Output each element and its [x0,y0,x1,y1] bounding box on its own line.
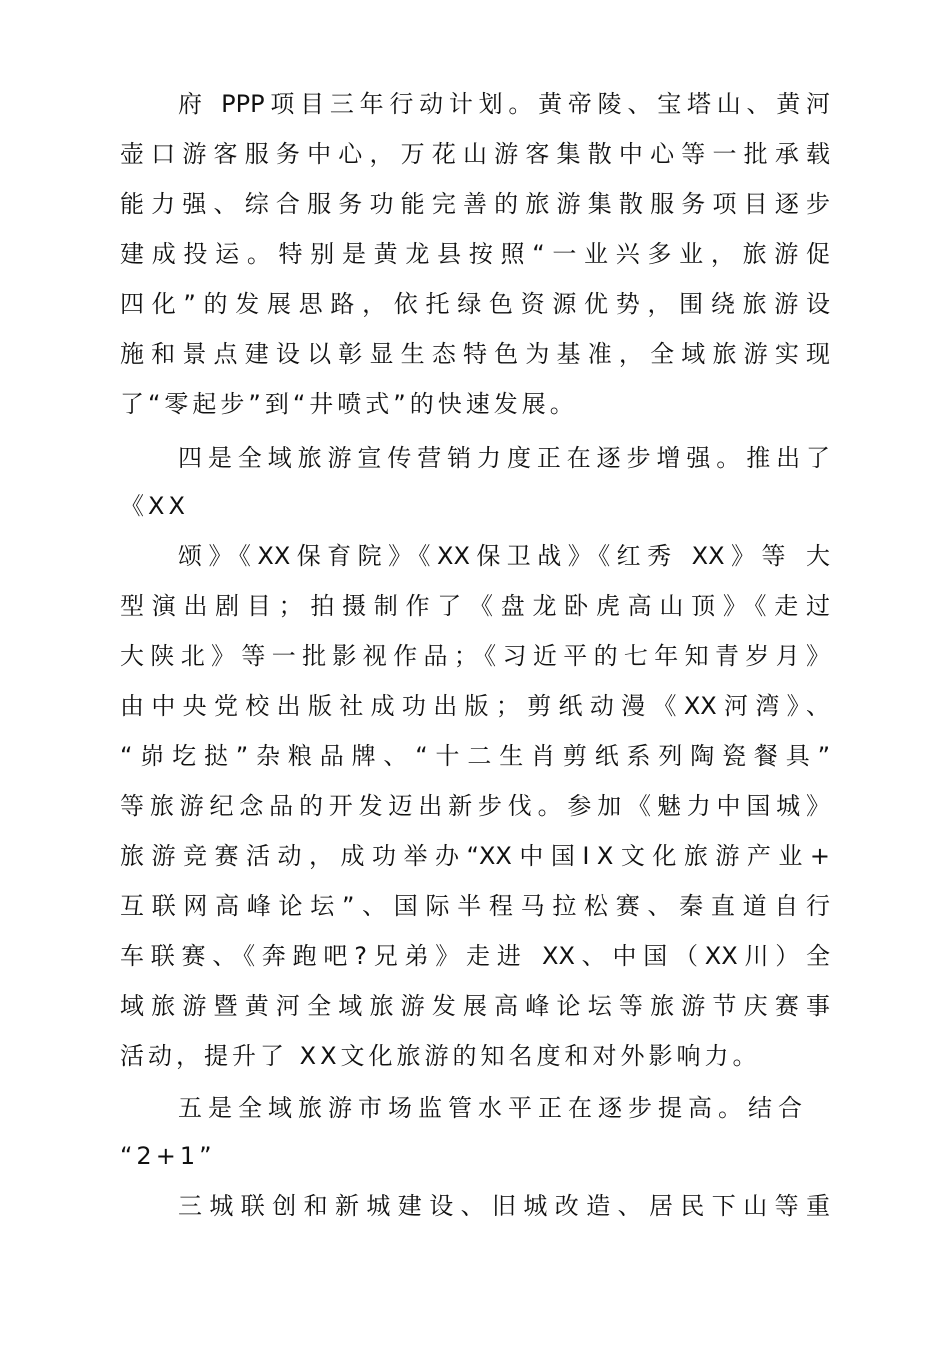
text-line: 四是全域旅游宣传营销力度正在逐步增强。推出了 [178,444,830,472]
text-line: 车联赛、《奔跑吧?兄弟》走进 XX、中国（XX川）全 [120,942,830,970]
text-line: “2+1” [120,1142,216,1170]
text-line: 互联网高峰论坛”、国际半程马拉松赛、秦直道自行 [120,892,830,920]
text-line: 等旅游纪念品的开发迈出新步伐。参加《魅力中国城》 [120,792,830,820]
text-line: 了“零起步”到“井喷式”的快速发展。 [120,390,578,418]
text-line: 建成投运。特别是黄龙县按照“一业兴多业，旅游促 [120,240,830,268]
text-line: 颂》《XX保育院》《XX保卫战》《红秀 XX》等 大 [178,542,830,570]
text-line: 四化”的发展思路，依托绿色资源优势，围绕旅游设 [120,290,830,318]
text-line: 壶口游客服务中心，万花山游客集散中心等一批承载 [120,140,830,168]
text-line: 旅游竞赛活动，成功举办“XX中国ⅠX文化旅游产业+ [120,842,830,870]
text-line: 活动，提升了 XX文化旅游的知名度和对外影响力。 [120,1042,761,1070]
text-line: 能力强、综合服务功能完善的旅游集散服务项目逐步 [120,190,830,218]
text-line: 施和景点建设以彰显生态特色为基准，全域旅游实现 [120,340,830,368]
text-line: 《XX [120,492,189,520]
text-line: 型演出剧目；拍摄制作了《盘龙卧虎高山顶》《走过 [120,592,830,620]
text-line: 五是全域旅游市场监管水平正在逐步提高。结合 [178,1094,808,1122]
text-line: “峁圪挞”杂粮品牌、“十二生肖剪纸系列陶瓷餐具” [120,742,830,770]
text-line: 大陕北》等一批影视作品；《习近平的七年知青岁月》 [120,642,830,670]
text-line: 府 PPP项目三年行动计划。黄帝陵、宝塔山、黄河 [178,90,830,118]
text-line: 三城联创和新城建设、旧城改造、居民下山等重 [178,1192,830,1220]
text-line: 由中央党校出版社成功出版；剪纸动漫《XX河湾》、 [120,692,830,720]
text-line: 域旅游暨黄河全域旅游发展高峰论坛等旅游节庆赛事 [120,992,830,1020]
